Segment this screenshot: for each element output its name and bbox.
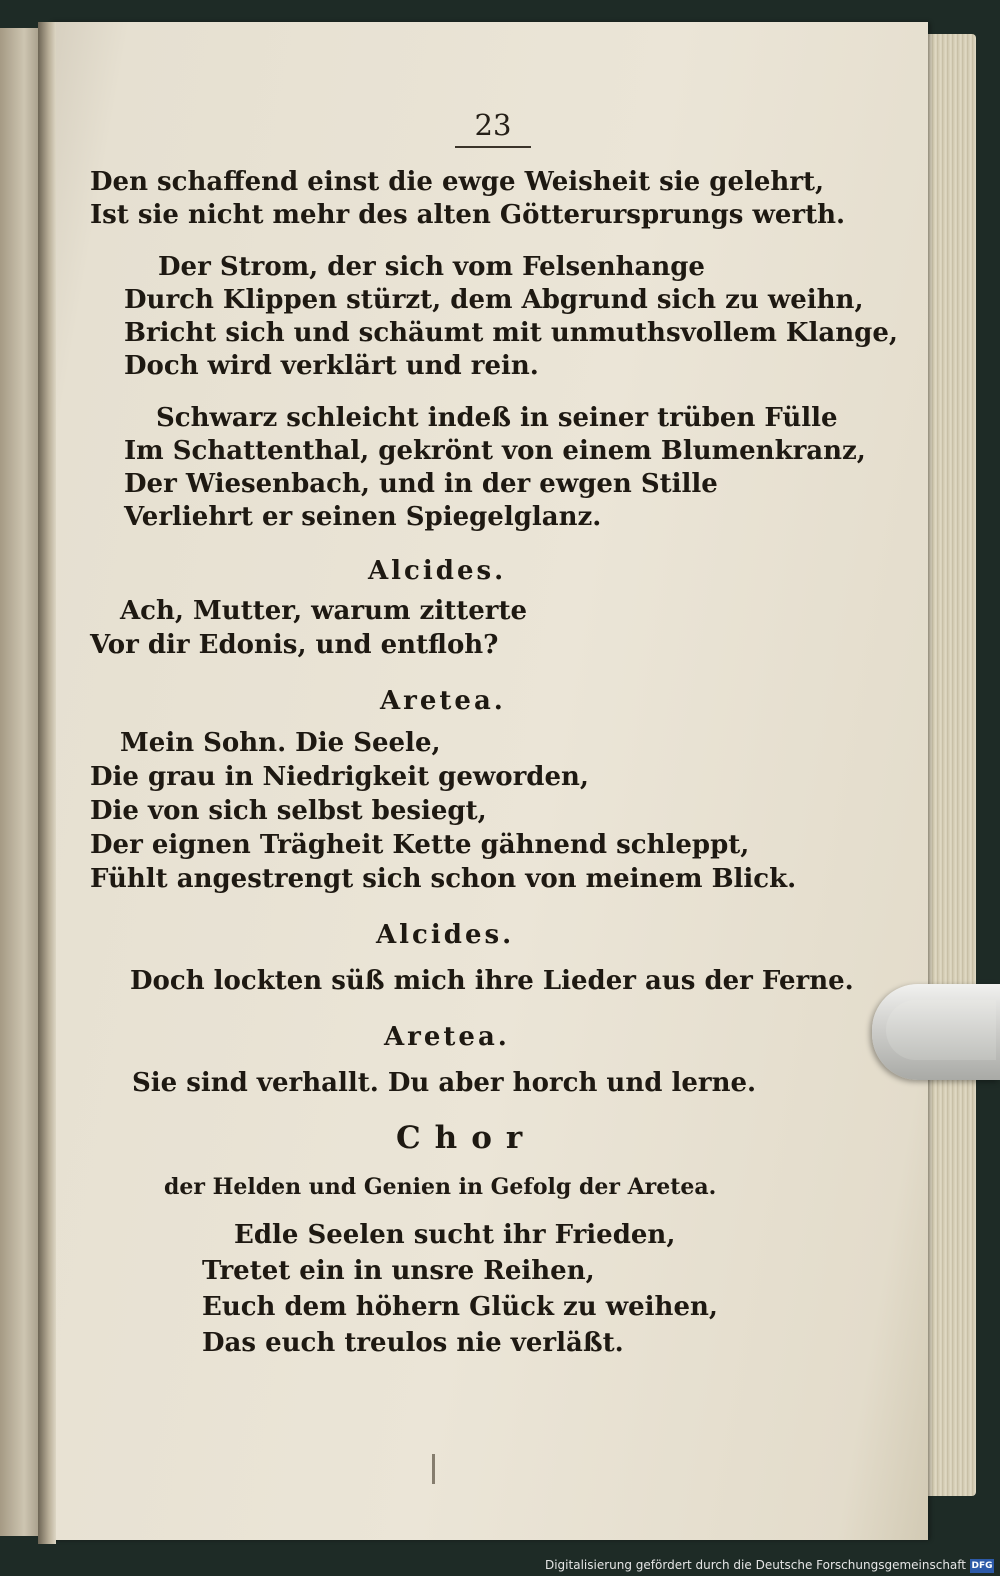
chorus-heading: Chor: [396, 1120, 537, 1156]
text-line: Bricht sich und schäumt mit unmuthsvollem Klange,: [124, 318, 898, 348]
text-line: Die grau in Niedrigkeit geworden,: [90, 762, 589, 792]
text-line: Mein Sohn. Die Seele,: [120, 728, 441, 758]
text-line: Das euch treulos nie verläßt.: [202, 1328, 624, 1358]
text-line: Doch lockten süß mich ihre Lieder aus der Ferne.: [130, 966, 854, 996]
text-line: Fühlt angestrengt sich schon von meinem Blick.: [90, 864, 797, 894]
text-line: Edle Seelen sucht ihr Frieden,: [234, 1220, 676, 1250]
text-line: Durch Klippen stürzt, dem Abgrund sich zu weihn,: [124, 285, 864, 315]
text-line: Ist sie nicht mehr des alten Götterursprungs werth.: [90, 200, 846, 230]
text-line: Verliehrt er seinen Spiegelglanz.: [124, 502, 602, 532]
text-line: Euch dem höhern Glück zu weihen,: [202, 1292, 718, 1322]
text-line: Den schaffend einst die ewge Weisheit sie gelehrt,: [90, 167, 825, 197]
text-line: Im Schattenthal, gekrönt von einem Blumenkranz,: [124, 436, 866, 466]
text-line: Der Strom, der sich vom Felsenhange: [158, 252, 705, 282]
digitization-credit: Digitalisierung gefördert durch die Deutsche Forschungsgemeinschaft: [544, 1558, 966, 1572]
page-number: 23: [474, 108, 512, 142]
text-line: Doch wird verklärt und rein.: [124, 351, 539, 381]
text-line: Der Wiesenbach, und in der ewgen Stille: [124, 469, 718, 499]
ink-mark: [432, 1454, 435, 1484]
text-line: Tretet ein in unsre Reihen,: [202, 1256, 595, 1286]
chorus-subtitle: der Helden und Genien in Gefolg der Aretea.: [164, 1174, 717, 1200]
speaker-name: Aretea.: [380, 686, 506, 716]
book-gutter: [38, 22, 56, 1544]
text-line: Die von sich selbst besiegt,: [90, 796, 487, 826]
text-line: Vor dir Edonis, und entfloh?: [90, 630, 499, 660]
page-clip: [872, 984, 1000, 1080]
text-line: Schwarz schleicht indeß in seiner trüben Fülle: [156, 403, 838, 433]
speaker-name: Aretea.: [384, 1022, 510, 1052]
speaker-name: Alcides.: [368, 556, 507, 586]
text-line: Ach, Mutter, warum zitterte: [120, 596, 528, 626]
page-clip-highlight: [886, 1000, 996, 1060]
dfg-logo: DFG: [971, 1561, 993, 1571]
speaker-name: Alcides.: [376, 920, 515, 950]
text-line: Der eignen Trägheit Kette gähnend schleppt,: [90, 830, 750, 860]
book-page: [50, 22, 928, 1540]
page-number-rule: [455, 146, 531, 148]
text-line: Sie sind verhallt. Du aber horch und lerne.: [132, 1068, 757, 1098]
